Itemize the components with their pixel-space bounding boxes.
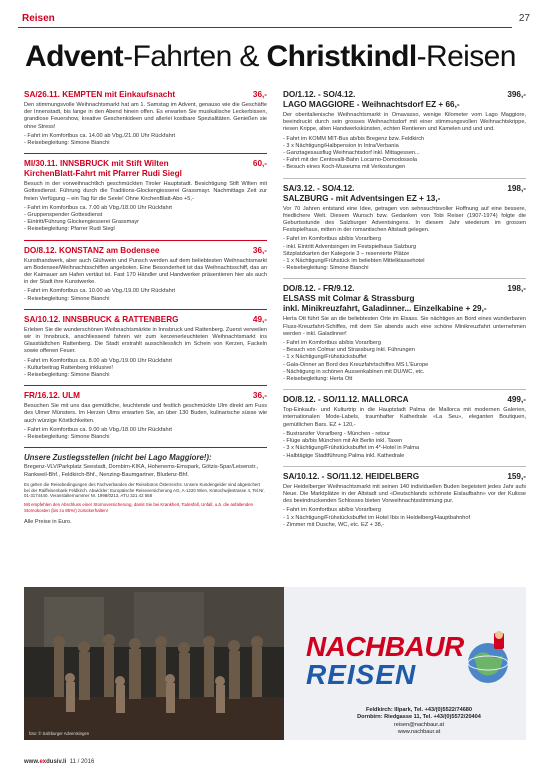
trip-title: DO/8.12. KONSTANZ am Bodensee	[24, 245, 160, 255]
trip-price: 198,-	[507, 183, 526, 193]
list-item: - Fahrt mit der Centovalli-Bahn Locarno-Domodossola	[283, 157, 417, 164]
divider	[283, 389, 526, 390]
trip-title: SA/10.12. - SO/11.12. HEIDELBERG	[283, 471, 420, 481]
advertisement-box	[24, 587, 526, 740]
left-column	[24, 90, 267, 525]
trip-details	[24, 358, 267, 380]
trip-innsbruck-wilten	[24, 159, 267, 233]
trip-description: Besuchen Sie mit uns das gemütliche, leuchtende und festlich geschmückte Ulm direkt am Fuss des Ulmer Münsters. Im Herzen Ulms erwarten Sie, an über 130 Buden, kulinarische süsse wie auch würzige Köstlichkeiten.	[24, 403, 267, 424]
list-item: - Fahrt im Komfortbus ab/bis Vorarlberg	[283, 340, 381, 347]
trip-subtitle: KirchenBlatt-Fahrt mit Pfarrer Rudi Siegl	[24, 169, 182, 179]
trip-description: Der Heidelberger Weihnachtsmarkt mit seinen 140 individuellen Buden begeistert jedes Jahr aufs Neue. Die Marktplätze in der Altstadt und «Deutschlands schönste Eislaufbahn» vor der Kulisse des beeindruckenden Schlosses bieten Vorweihnachtsstimmung pur.	[283, 483, 526, 505]
contact-dornbirn: Dornbirn: Riedgasse 11, Tel. +43/(0)5572/20404	[357, 714, 481, 721]
list-item: - Bustransfer Vorarlberg - München - retour	[283, 430, 390, 437]
trip-subtitle: LAGO MAGGIORE - Weihnachtsdorf EZ + 66,-	[283, 100, 460, 109]
list-item: - 3 x Nächtigung/Halbpension in Intra/Verbania	[283, 142, 399, 149]
trip-description: Kunsthandwerk, aber auch Glühwein und Punsch werden auf dem beliebtesten Weihnachtsmarkt am Bodensee/Weihnachtsschiffen angeboten. Eine Besonderheit ist das Weihnachtsschiff, das an der Kaimauer am Hafen vertäut ist. Fast 170 Händler und Handwerker präsentieren hier als auch in der Stadt ihre Kunstwerke.	[24, 257, 267, 286]
trip-details	[283, 507, 526, 529]
trip-details	[283, 136, 526, 172]
trip-description: Der oberitalienische Weihnachtsmarkt in Omavasso, wenige Kilometer vom Lago Maggiore, beeindruckt durch sein grosses Weihnachtsdorf mit einer stimmungsvollen Weihnachtskrippe, riesen Krippe, alten Handwerkskünsten, echten Rentieren und Kamelen und und und.	[283, 112, 526, 133]
list-item: - 1 x Nächtigung/Frühstück im beliebten Mittelklassehotel	[283, 258, 425, 265]
trip-details	[24, 427, 267, 441]
footer-site-prefix: www.	[24, 759, 40, 765]
list-item: - Zimmer mit Dusche, WC, etc. EZ + 38,-	[283, 521, 385, 528]
trip-details	[24, 288, 267, 302]
list-item: - Reisebegleitung: Simone Bianchi	[24, 140, 110, 147]
trip-title: FR/16.12. ULM	[24, 391, 80, 401]
trip-title: SA/26.11. KEMPTEN mit Einkaufsnacht	[24, 90, 176, 99]
trip-price: 36,-	[252, 391, 267, 401]
trip-subtitle: ELSASS mit Colmar & Strassburg	[283, 294, 415, 304]
list-item: - Eintritt/Führung Glockengiesserei Grassmayr	[24, 219, 140, 226]
list-item: - Gala-Dinner an Bord des Kreuzfahrtschiffes MS L'Europe	[283, 361, 429, 368]
trip-innsbruck-rattenberg	[24, 315, 267, 379]
list-item: - 1 x Nächtigung/Frühstücksbuffet im Hotel Ibis in Heidelberg/Hauptbahnhof	[283, 514, 471, 521]
stage-photo-illustration	[24, 587, 284, 740]
logo-text-top: NACHBAUR	[306, 631, 464, 662]
page-title: Advent-Fahrten & Christkindl-Reisen	[25, 40, 516, 73]
trip-details	[283, 431, 526, 460]
list-item: - Fahrt im Komfortbus ca. 7.00 ab Vbg./18.00 Uhr Rückfahrt	[24, 204, 172, 211]
contact-feldkirch: Feldkirch: Illpark, Tel. +43/(0)5522/74680	[365, 707, 473, 713]
currency-note: Alle Preise in Euro.	[24, 518, 72, 525]
list-item: - Besuch eines Koch-Museums mit Verkostungen	[283, 164, 406, 171]
contact-website[interactable]: www.nachbaur.at	[397, 729, 441, 736]
list-item: - Fahrt im Komfortbus ab/bis Vorarlberg	[283, 507, 381, 514]
trip-salzburg	[283, 184, 526, 273]
terms-text: Es gelten die Reisebedingungen des Fachverbandes der Reisebüros Österreichs. Unsere Kundengelder sind abgesichert bei der Raiffeisenbank Feldkirch. Abwickler: Europäische Reiseversicherung AG, A-1220 Wien, Kratochwjlestrasse 4, Tel.Nr. 01-3174440. Veranstalternummer Nr. 1998/0213, ATU 321 42 558	[24, 481, 265, 499]
footer-issue: 11 / 2016	[69, 759, 95, 765]
trip-price: 396,-	[507, 90, 526, 99]
list-item: - Halbtägige Stadtführung Palma inkl. Kathedrale	[283, 452, 405, 459]
divider	[24, 240, 267, 241]
trip-elsass	[283, 284, 526, 383]
trip-price: 36,-	[252, 90, 267, 99]
trip-description: Den stimmungsvolle Weihnachtsmarkt hat am 1. Samstag im Advent, genauso wie die Geschäfte der Innenstadt, bis lange in den Abend hinein offen. Es erwarten Sie musikalische Leckerbissen, grandiose Feuershow, kreative Geschenkideen und allerlei kostbare Spezialitäten. Genießen sie ohne Stress!	[24, 102, 267, 130]
list-item: - Fahrt im Komfortbus ca. 8.00 ab Vbg./19.00 Uhr Rückfahrt	[24, 357, 172, 364]
page-header	[0, 0, 550, 28]
header-rule	[18, 27, 512, 28]
trip-details	[24, 205, 267, 234]
trip-description: Vor 70 Jahren entstand eine Idee, getragen von sehnsuchtsvoller Hoffnung auf eine bessere, friedlichere Welt. Diesem Wunsch bzw. Gedanken von Tobi Reiser (1907-1974) folgte die Geburtsstunde des Salzburger Adventsingens. In diesem Jahr wiederum im grossen Festspielhaus, mitten in der romantischen Altstadt gelegen.	[283, 205, 526, 234]
divider	[24, 385, 267, 386]
list-item: - 1 x Nächtigung/Frühstücksbuffet	[283, 354, 367, 361]
divider	[283, 178, 526, 179]
stage-photo	[24, 587, 284, 740]
trip-konstanz	[24, 246, 267, 303]
list-item: - Ganztagesausflug Weihnachtsdorf inkl. Mittagessen...	[283, 150, 420, 157]
list-item: - 3 x Nächtigung/Frühstücksbuffet im 4*-Hotel in Palma	[283, 445, 420, 452]
trip-subtitle-extra: inkl. Minikreuzfahrt, Galadinner... Einzelkabine + 29,-	[283, 304, 487, 314]
trip-price: 49,-	[252, 314, 267, 324]
list-item: - Fahrt im Komfortbus ca. 9.00 ab Vbg./18.00 Uhr Rückfahrt	[24, 426, 172, 433]
list-item: - Reisebegleitung: Simone Bianchi	[24, 372, 110, 379]
trip-kempten	[24, 90, 267, 147]
contact-email[interactable]: reisen@nachbaur.at	[393, 721, 445, 728]
right-column	[283, 90, 526, 535]
list-item: - Fahrt im Komfortbus ab/bis Vorarlberg	[283, 236, 381, 243]
trip-details	[283, 236, 526, 272]
list-item: - Fahrt im Komfortbus ca. 10.00 ab Vbg./19.00 Uhr Rückfahrt	[24, 288, 176, 295]
list-item: - inkl. Eintritt Adventsingen im Festspielhaus Salzburg	[283, 243, 417, 250]
section-label: Reisen	[22, 13, 55, 24]
trip-title: DO/8.12. - FR/9.12.	[283, 284, 355, 294]
trip-description: Herta Ott führt Sie an die beliebtesten Orte im Elsass. Sie nächtigen an Bord eines wunderbaren Fluss-Kreuzfahrt-Schiffes, mit dem Sie abends auch eine schöne Minikreuzfahrt unternehmen werden - inkl. Galadinner!	[283, 316, 526, 337]
logo-text-bottom: REISEN	[306, 659, 417, 690]
list-item: - Nächtigung in schönen Aussenkabinen mit DU/WC, etc.	[283, 368, 425, 375]
list-item: - Reisebegleitung: Herta Ott	[283, 376, 353, 383]
trip-title: MI/30.11. INNSBRUCK mit Stift Wilten	[24, 159, 169, 169]
page-number: 27	[518, 13, 530, 24]
trip-lago-maggiore	[283, 90, 526, 172]
stops-list: Bregenz-VLV/Parkplatz Seestadt, Dornbirn-KIKA, Hohenems-Emspark, Götzis-Spar/Leisenstr., Rankweil-Bhf., Feldkirch-Bhf., Nenzing-Baumgartner, Bludenz-Bhf.	[24, 464, 259, 478]
list-item: - Reisebegleitung: Simone Bianchi	[24, 295, 110, 302]
trip-description: Erleben Sie die wunderschönen Weihnachtsmärkte in Innsbruck und Rattenberg. Zuerst verweilen wir in Innsbruck, anschliessend fahren wir zum kerzenerleuchteten Weihnachtsmarkt ins Glasstädtchen Rattenberg. Die Stadt erstrahlt ausschliesslich im Schein von Kerzen, Fackeln sowie offenen Feuer.	[24, 326, 267, 355]
boarding-stops	[24, 453, 267, 524]
footer-site-accent: ex	[39, 759, 47, 765]
footer-site-suffix: dusiv.li	[46, 759, 67, 765]
trip-details	[24, 133, 267, 147]
trip-price: 198,-	[507, 284, 526, 294]
trip-price: 36,-	[252, 245, 267, 255]
trip-price: 499,-	[507, 395, 526, 405]
trip-ulm	[24, 391, 267, 441]
list-item: - Besuch von Colmar und Strassburg inkl. Führungen	[283, 347, 415, 354]
list-item: - Flüge ab/bis München mit Air Berlin inkl. Taxen	[283, 438, 403, 445]
trip-title: DO/8.12. - SO/11.12. MALLORCA	[283, 395, 409, 405]
contact-info	[324, 707, 514, 737]
list-item: - Gruppenspender Gottesdienst	[24, 212, 103, 219]
trip-heidelberg	[283, 472, 526, 529]
trip-mallorca	[283, 395, 526, 459]
page-footer	[24, 759, 94, 765]
divider	[283, 278, 526, 279]
divider	[24, 447, 267, 448]
divider	[24, 309, 267, 310]
trip-description: Besuch in der vorweihnachtlich geschmückten Tiroler Hauptstadt. Besichtigung Stift Wilten mit Gottesdienst. Führung durch die Traditions-Glockengiesserei Grassmayr. Nachmittags Zeit zur freien Verfügung – ein Tag für die Seele! Ohne KirchenBlatt-Abo +5,-	[24, 181, 267, 202]
divider	[283, 466, 526, 467]
globe-icon	[464, 629, 516, 689]
list-item: - Fahrt im Komfortbus ca. 14.00 ab Vbg./21.00 Uhr Rückfahrt	[24, 132, 176, 139]
trip-title: SA/10.12. INNSBRUCK & RATTENBERG	[24, 314, 179, 324]
list-item: - Fahrt im KOMM MIT-Bus ab/bis Bregenz bzw. Feldkirch	[283, 135, 425, 142]
insurance-note: Mit empfehlen den Abschluss einer Stornoversicherung, damit Sie bei Krankheit, Todesfall, Unfall, u.ä. die anfallenden Stornokosten (bis zu 85%!) zurückerhalten!	[24, 502, 254, 513]
nachbaur-logo	[306, 631, 464, 690]
photo-credit: foto: © Salzburger Adventsingen	[29, 731, 90, 736]
trip-details	[283, 340, 526, 383]
stops-title: Unsere Zustiegsstellen (nicht bei Lago Maggiore!):	[24, 453, 212, 463]
trip-price: 159,-	[507, 471, 526, 481]
trip-title: SA/3.12. - SO/4.12.	[283, 183, 355, 193]
trip-title: DO/1.12. - SO/4.12.	[283, 90, 356, 99]
trip-subtitle: SALZBURG - mit Adventsingen EZ + 13,-	[283, 193, 441, 203]
list-item: - Reisebegleitung: Simone Bianchi	[24, 434, 110, 441]
divider	[24, 153, 267, 154]
list-item: Sitzplatzkarten der Kategorie 3 – reservierte Plätze	[283, 250, 410, 257]
trip-description: Top-Einkaufs- und Kulturtrip in die Hauptstadt Palma de Mallorca mit modernen Galerien, internationalen Mode-Labels, traumhafter Kathedrale «La Seu», eleganten Boutiquen, gemütlichen Bars. EZ + 120,-	[283, 407, 526, 428]
trip-price: 60,-	[252, 159, 267, 169]
list-item: - Reisebegleitung: Pfarrer Rudi Siegl	[24, 226, 115, 233]
list-item: - Kulturbeitrag Rattenberg inklusive!	[24, 364, 113, 371]
list-item: - Reisebegleitung: Simone Bianchi	[283, 265, 369, 272]
